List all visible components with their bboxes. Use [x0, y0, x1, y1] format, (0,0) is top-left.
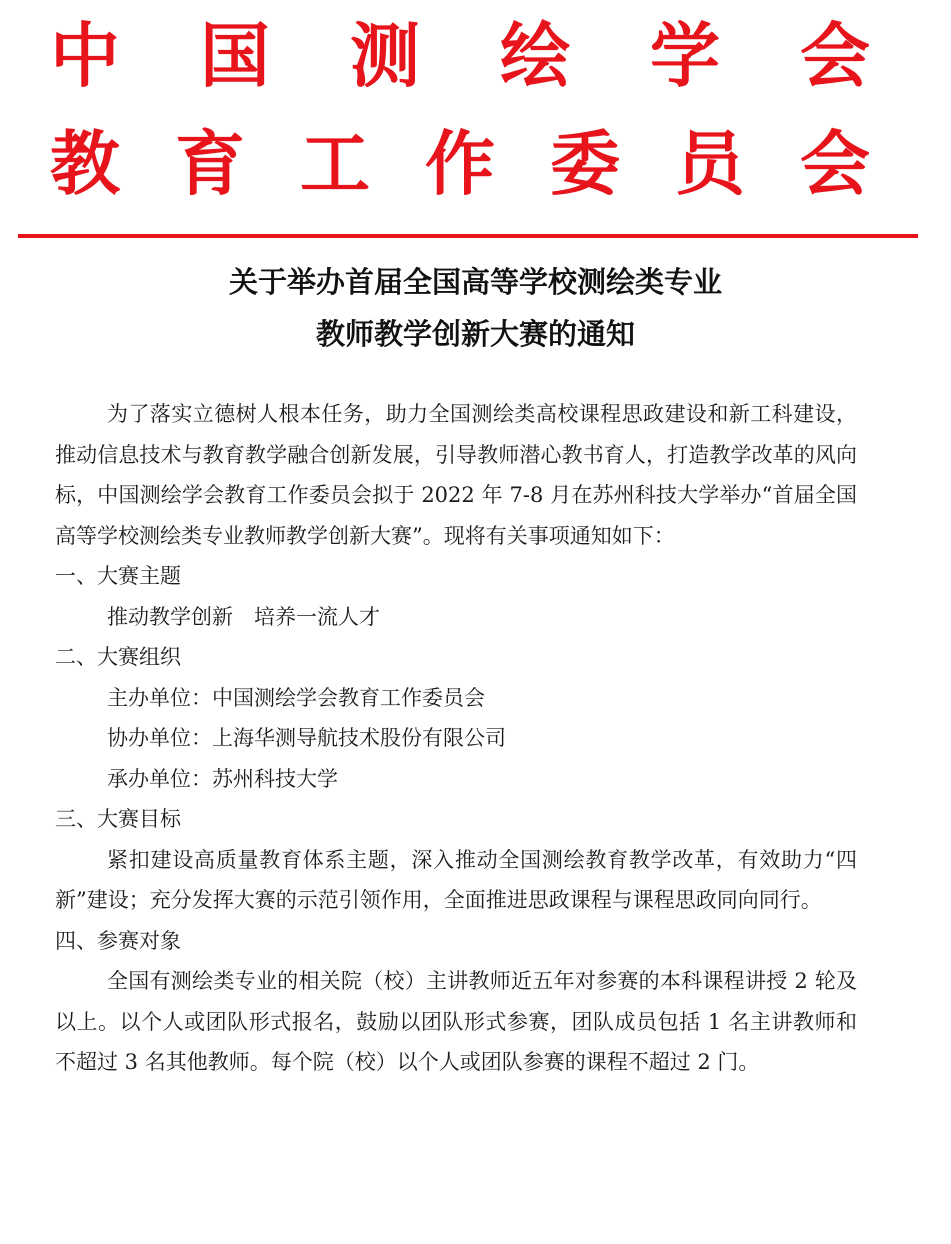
org-char: 育	[175, 123, 245, 205]
org-char: 会	[800, 15, 870, 97]
section-4-heading: 四、参赛对象	[55, 928, 181, 953]
org-char: 学	[650, 15, 720, 97]
org-char: 测	[350, 15, 420, 97]
org-char: 国	[200, 15, 270, 97]
org-char: 绘	[500, 15, 570, 97]
document-title-line-1: 关于举办首届全国高等学校测绘类专业	[228, 265, 722, 299]
org-char: 员	[675, 123, 745, 205]
host-unit: 主办单位：中国测绘学会教育工作委员会	[107, 685, 485, 710]
org-name-line-1	[50, 16, 870, 96]
header-divider	[18, 234, 918, 238]
org-char: 工	[300, 123, 370, 205]
document-body	[55, 394, 857, 1083]
organizer-unit: 承办单位：苏州科技大学	[107, 766, 338, 791]
section-1-content: 推动教学创新 培养一流人才	[107, 604, 380, 629]
document-title-line-2: 教师教学创新大赛的通知	[315, 317, 635, 351]
org-char: 教	[50, 123, 120, 205]
section-3-content: 紧扣建设高质量教育体系主题，深入推动全国测绘教育教学改革，有效助力“四新”建设；充分发挥大赛的示范引领作用，全面推进思政课程与课程思政同向同行。	[55, 847, 857, 912]
intro-paragraph: 为了落实立德树人根本任务，助力全国测绘类高校课程思政建设和新工科建设，推动信息技术与教育教学融合创新发展，引导教师潜心教书育人，打造教学改革的风向标，中国测绘学会教育工作委员会拟于 2022 年 7-8 月在苏州科技大学举办“首届全国高等学校测绘类专业教师教学创新大赛”。现将有关事项通知如下：	[55, 402, 857, 548]
org-char: 委	[550, 123, 620, 205]
co-host-unit: 协办单位：上海华测导航技术股份有限公司	[107, 726, 506, 750]
org-char: 中	[50, 15, 120, 97]
section-4-content: 全国有测绘类专业的相关院（校）主讲教师近五年对参赛的本科课程讲授 2 轮及以上。以个人或团队形式报名，鼓励以团队形式参赛，团队成员包括 1 名主讲教师和不超过 3 名其他教师。每个院（校）以个人或团队参赛的课程不超过 2 门。	[55, 969, 857, 1074]
section-2-heading: 二、大赛组织	[55, 645, 181, 669]
section-3-heading: 三、大赛目标	[55, 807, 181, 831]
section-1-heading: 一、大赛主题	[55, 564, 181, 588]
org-char: 作	[425, 123, 495, 205]
org-name-line-2	[50, 124, 870, 204]
org-char: 会	[800, 123, 870, 205]
